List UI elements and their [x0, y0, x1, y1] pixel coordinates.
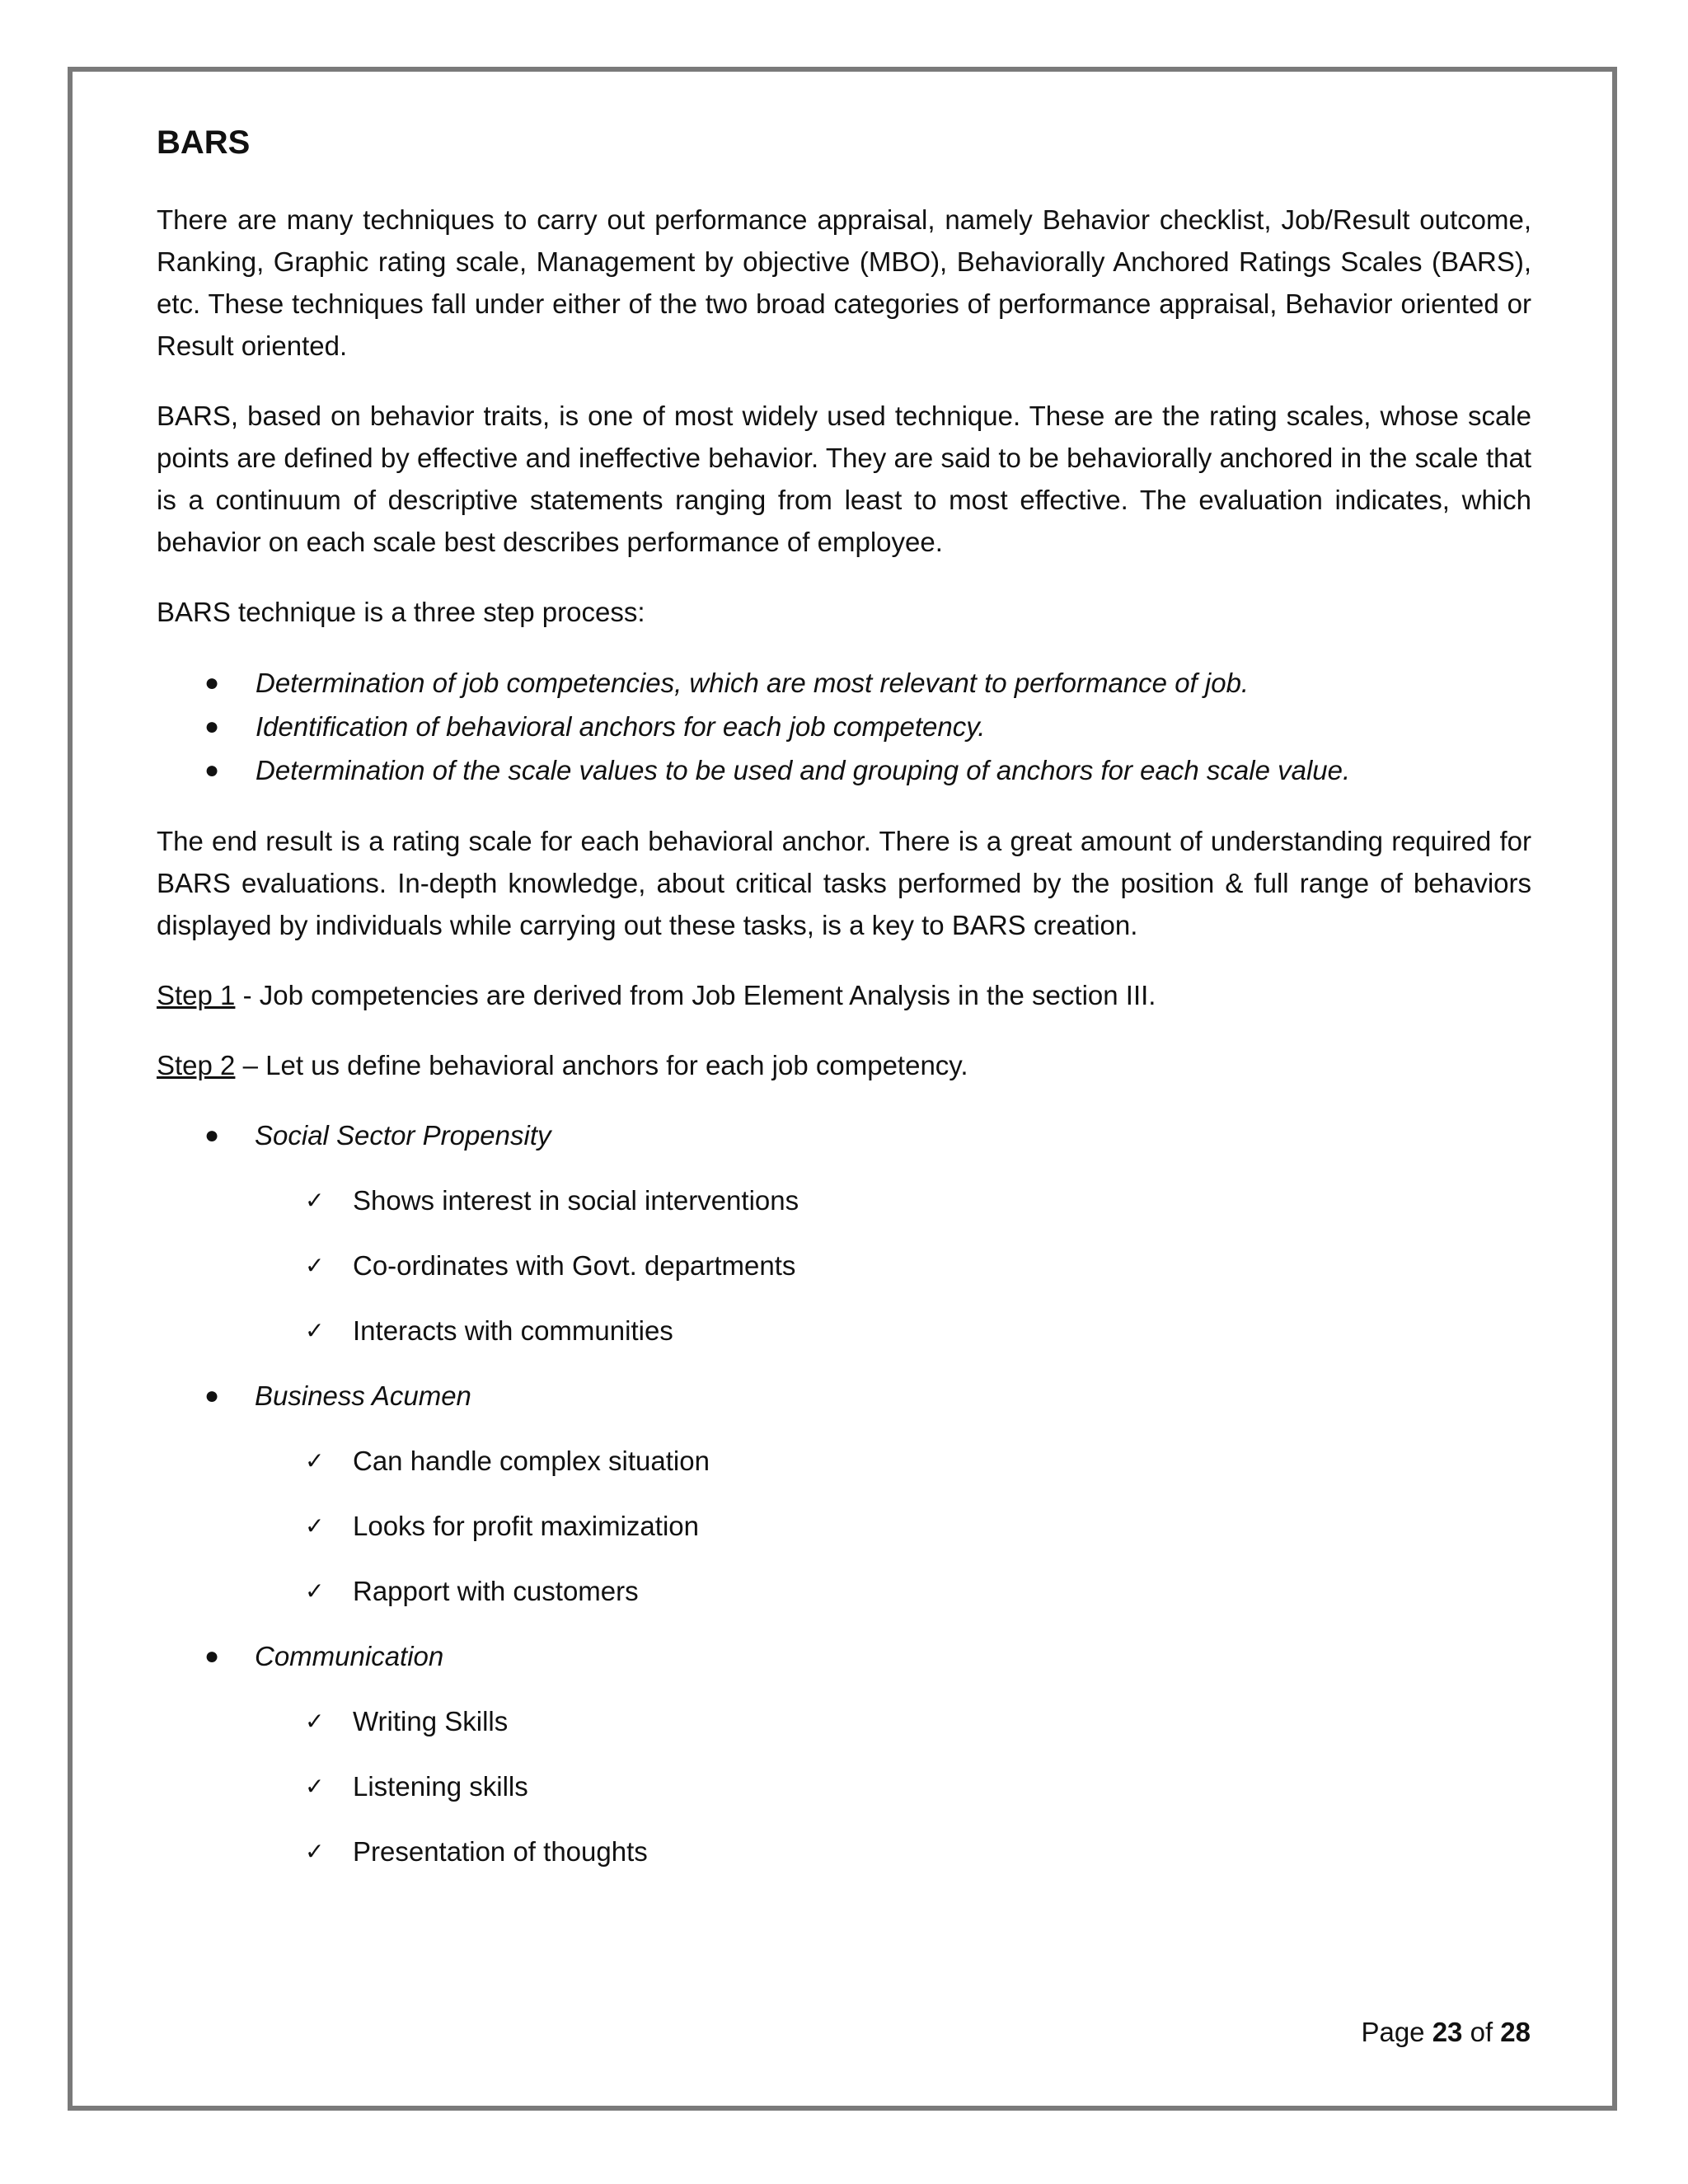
checkmark-icon: ✓ [305, 1187, 325, 1214]
process-step-text: Identification of behavioral anchors for each job competency. [256, 711, 986, 742]
bullet-icon: ● [204, 1122, 220, 1149]
competency-name: Social Sector Propensity [255, 1120, 551, 1151]
competency-social-sector-propensity [157, 1114, 1531, 1156]
process-step-item [157, 661, 1531, 705]
checkmark-icon: ✓ [305, 1577, 325, 1605]
anchor-text: Writing Skills [353, 1706, 509, 1736]
process-step-item [157, 748, 1531, 792]
competency-communication [157, 1635, 1531, 1677]
competency-business-acumen [157, 1375, 1531, 1417]
bullet-icon: ● [204, 1643, 220, 1670]
page-prefix: Page [1361, 2017, 1432, 2047]
checkmark-icon: ✓ [305, 1708, 325, 1735]
checkmark-icon: ✓ [305, 1447, 325, 1474]
total-page-number: 28 [1500, 2017, 1531, 2047]
intro-paragraph: There are many techniques to carry out performance appraisal, namely Behavior checklist, Job/Result outcome, Ranking, Graphic rating scale, Management by objective (MBO), Behaviorally Anchored Ratings Scales (BARS), etc. These techniques fall under either of the two broad categories of performance appraisal, Behavior oriented or Result oriented. [157, 204, 1531, 361]
page-number-footer [1361, 2011, 1531, 2053]
anchor-item [157, 1440, 1531, 1482]
step-1-text: - Job competencies are derived from Job Element Analysis in the section III. [235, 980, 1156, 1010]
anchor-item [157, 1765, 1531, 1807]
process-step-item [157, 705, 1531, 748]
bullet-icon: ● [204, 757, 220, 784]
anchor-text: Listening skills [353, 1771, 528, 1802]
checkmark-icon: ✓ [305, 1838, 325, 1865]
anchor-text: Interacts with communities [353, 1315, 673, 1346]
bullet-icon: ● [204, 1382, 220, 1409]
anchor-item [157, 1179, 1531, 1221]
anchor-text: Presentation of thoughts [353, 1836, 648, 1867]
checkmark-icon: ✓ [305, 1773, 325, 1800]
current-page-number: 23 [1432, 2017, 1463, 2047]
checkmark-icon: ✓ [305, 1252, 325, 1279]
page-of-text: of [1462, 2017, 1501, 2047]
step-2-line [157, 1044, 1531, 1086]
end-result-paragraph: The end result is a rating scale for each behavioral anchor. There is a great amount of understanding required for BARS evaluations. In-depth knowledge, about critical tasks performed by the position & full range of behaviors displayed by individuals while carrying out these tasks, is a key to BARS creation. [157, 826, 1531, 940]
process-step-list [157, 661, 1531, 792]
checkmark-icon: ✓ [305, 1317, 325, 1344]
step-2-label: Step 2 [157, 1050, 236, 1080]
competency-name: Communication [255, 1641, 444, 1671]
anchor-text: Rapport with customers [353, 1576, 639, 1606]
bullet-icon: ● [204, 713, 220, 740]
anchor-item [157, 1244, 1531, 1286]
anchor-text: Shows interest in social interventions [353, 1185, 799, 1216]
section-heading: BARS [157, 124, 251, 161]
process-step-text: Determination of job competencies, which are most relevant to performance of job. [256, 668, 1250, 698]
process-step-text: Determination of the scale values to be used and grouping of anchors for each scale value. [256, 755, 1351, 785]
document-body [157, 120, 1531, 1896]
bullet-icon: ● [204, 669, 220, 696]
anchor-text: Co-ordinates with Govt. departments [353, 1250, 796, 1281]
anchor-item [157, 1505, 1531, 1547]
step-2-text: – Let us define behavioral anchors for each job competency. [235, 1050, 968, 1080]
anchor-item [157, 1310, 1531, 1352]
anchor-item [157, 1830, 1531, 1872]
bars-description-paragraph: BARS, based on behavior traits, is one of most widely used technique. These are the rating scales, whose scale points are defined by effective and ineffective behavior. They are said to be behaviorally anchored in the scale that is a continuum of descriptive statements ranging from least to most effective. The evaluation indicates, which behavior on each scale best describes performance of employee. [157, 401, 1531, 557]
anchor-item [157, 1570, 1531, 1612]
anchor-item [157, 1700, 1531, 1742]
checkmark-icon: ✓ [305, 1512, 325, 1540]
process-intro-paragraph: BARS technique is a three step process: [157, 597, 645, 627]
competency-name: Business Acumen [255, 1380, 471, 1411]
anchor-text: Looks for profit maximization [353, 1511, 699, 1541]
anchor-text: Can handle complex situation [353, 1446, 710, 1476]
step-1-label: Step 1 [157, 980, 236, 1010]
step-1-line [157, 974, 1531, 1016]
